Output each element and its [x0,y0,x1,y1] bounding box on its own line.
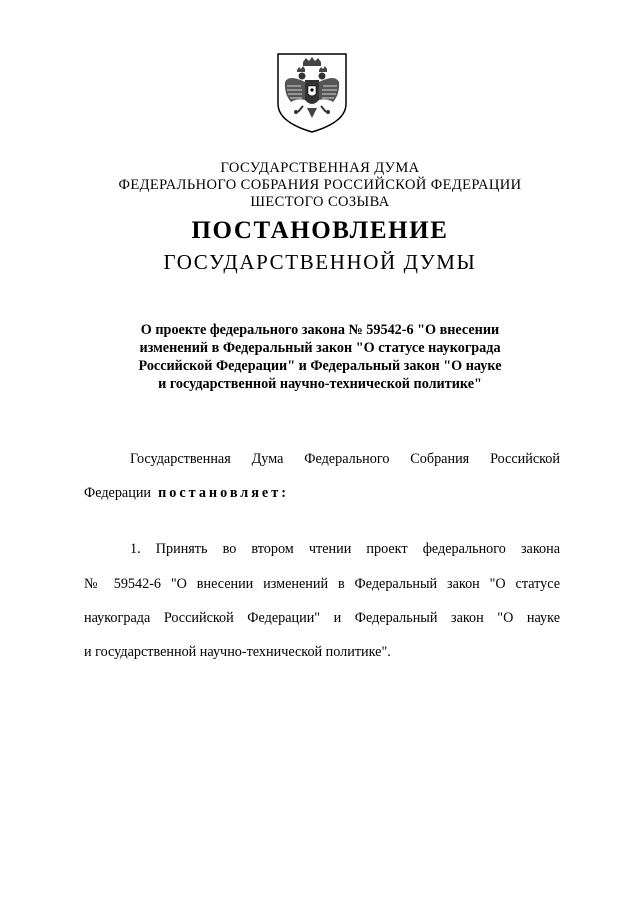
preamble-text: Федерации [84,485,152,501]
subject-line: изменений в Федеральный закон "О статусе наукограда [139,340,501,356]
org-name-line-2: ФЕДЕРАЛЬНОГО СОБРАНИЯ РОССИЙСКОЙ ФЕДЕРАЦИИ [118,177,522,193]
document-subtitle: ГОСУДАРСТВЕННОЙ ДУМЫ [163,250,477,274]
preamble-line [84,484,560,502]
subject-line: О проекте федерального закона № 59542-6 "О внесении [140,322,500,338]
org-name-line-1: ГОСУДАРСТВЕННАЯ ДУМА [220,160,420,176]
preamble-line: Государственная Дума Федерального Собрания Российской [130,451,560,467]
item-line: № 59542-6 "О внесении изменений в Федеральный закон "О статусе [84,576,560,592]
item-line: 1. Принять во втором чтении проект федерального закона [130,541,560,557]
subject-line: и государственной научно-технической политике" [158,376,482,392]
subject-line: Российской Федерации" и Федеральный закон "О науке [138,358,502,374]
convocation-line: ШЕСТОГО СОЗЫВА [250,194,390,210]
document-title: ПОСТАНОВЛЕНИЕ [191,217,449,244]
item-line: и государственной научно-технической политике". [84,644,391,660]
coat-of-arms-icon [275,52,349,134]
item-line: наукограда Российской Федерации" и Федеральный закон "О науке [84,610,560,626]
resolves-word: постановляет: [158,485,289,501]
